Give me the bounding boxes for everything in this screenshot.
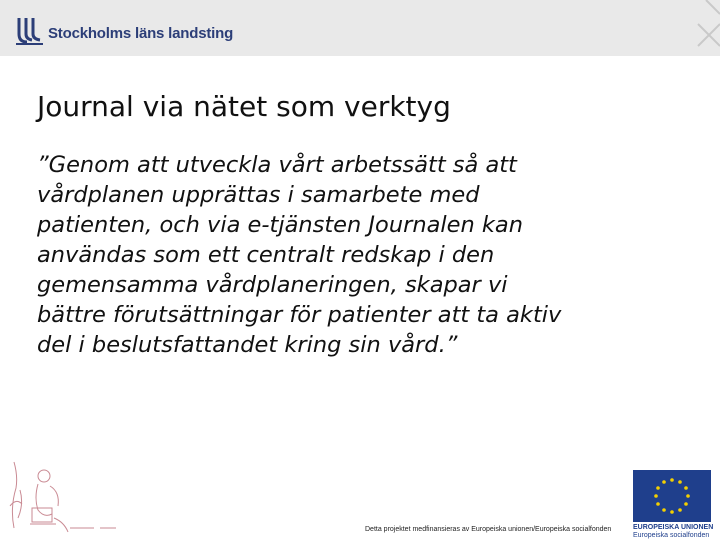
- organization-name: Stockholms läns landsting: [48, 25, 234, 42]
- quote-line: bättre förutsättningar för patienter att ta aktiv: [37, 302, 562, 328]
- corner-decoration-icon: [694, 0, 720, 56]
- header-bar: [0, 0, 720, 56]
- quote-line: vårdplanen upprättas i samarbete med: [37, 182, 480, 208]
- funding-note: Detta projektet medfinansieras av Europeiska unionen/Europeiska socialfonden: [365, 526, 612, 533]
- quote-line: del i beslutsfattandet kring sin vård.”: [37, 332, 458, 358]
- quote-line: gemensamma vårdplaneringen, skapar vi: [37, 272, 508, 298]
- slide-title: Journal via nätet som verktyg: [37, 90, 451, 123]
- eu-label-primary: EUROPEISKA UNIONEN: [633, 524, 714, 531]
- quote-block: [37, 150, 677, 360]
- quote-line: användas som ett centralt redskap i den: [37, 242, 495, 268]
- eu-label-secondary: Europeiska socialfonden: [633, 532, 710, 539]
- ehalsa-sketch-icon: [4, 448, 124, 534]
- quote-line: patienten, och via e-tjänsten Journalen kan: [37, 212, 523, 238]
- sll-logo-icon: [14, 16, 44, 46]
- quote-line: ”Genom att utveckla vårt arbetssätt så att: [37, 152, 517, 178]
- eu-flag-icon: [633, 470, 711, 522]
